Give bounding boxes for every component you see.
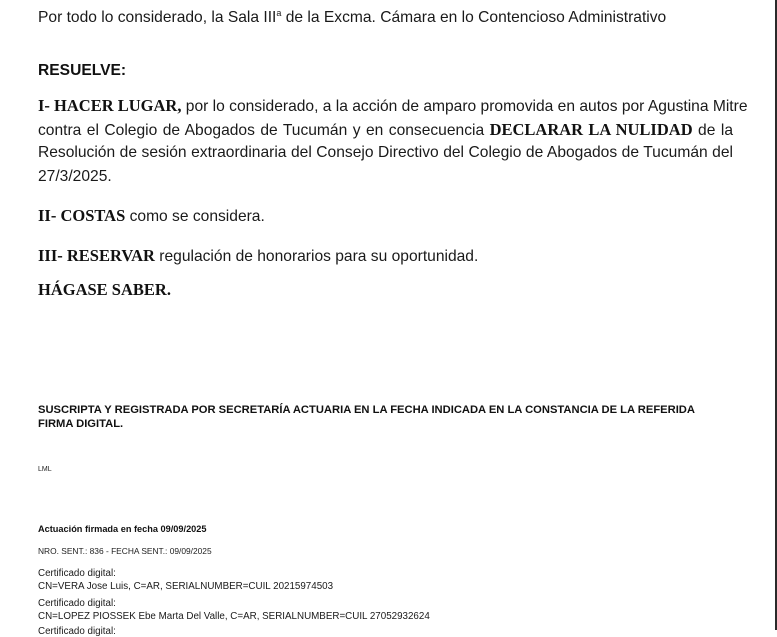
certificate-label: Certificado digital:	[38, 598, 116, 609]
point-3-text: regulación de honorarios para su oportunidad.	[154, 248, 479, 265]
ordinal-superscript: a	[276, 8, 282, 18]
point-1-text-2a: contra el Colegio de Abogados de Tucumán y en consecuencia	[38, 122, 490, 139]
point-1-line-2	[38, 120, 733, 140]
intro-text: Por todo lo considerado, la Sala III	[38, 9, 277, 26]
signed-on-date: Actuación firmada en fecha 09/09/2025	[38, 524, 207, 534]
point-1-lead: I- HACER LUGAR,	[38, 96, 182, 115]
intro-text-rest: de la Excma. Cámara en lo Contencioso Administrativo	[281, 9, 667, 26]
point-1-text: por lo considerado, a la acción de amparo promovida en autos por Agustina Mitre	[181, 98, 748, 115]
initials: LML	[38, 466, 52, 473]
certificate-label: Certificado digital:	[38, 626, 116, 637]
point-2-lead: II- COSTAS	[38, 206, 126, 225]
point-1-line-1	[38, 96, 748, 116]
point-3-lead: III- RESERVAR	[38, 246, 155, 265]
point-1-line-4: 27/3/2025.	[38, 168, 112, 185]
point-2	[38, 206, 265, 226]
intro-paragraph	[38, 8, 666, 27]
point-2-text: como se considera.	[125, 208, 265, 225]
certificate-label: Certificado digital:	[38, 568, 116, 579]
registration-line-2: FIRMA DIGITAL.	[38, 418, 124, 430]
closing-statement: HÁGASE SABER.	[38, 280, 171, 299]
point-1-nullity: DECLARAR LA NULIDAD	[489, 120, 693, 139]
point-1-line-3: Resolución de sesión extraordinaria del Consejo Directivo del Colegio de Abogados de Tucumán del	[38, 144, 733, 161]
sentence-number: NRO. SENT.: 836 - FECHA SENT.: 09/09/2025	[38, 546, 212, 556]
point-3	[38, 246, 478, 266]
point-1-text-2b: de la	[692, 122, 733, 139]
resolve-heading: RESUELVE:	[38, 62, 127, 79]
certificate-value: CN=LOPEZ PIOSSEK Ebe Marta Del Valle, C=AR, SERIALNUMBER=CUIL 27052932624	[38, 611, 430, 622]
certificate-value: CN=VERA Jose Luis, C=AR, SERIALNUMBER=CUIL 20215974503	[38, 581, 334, 592]
registration-line-1: SUSCRIPTA Y REGISTRADA POR SECRETARÍA ACTUARIA EN LA FECHA INDICADA EN LA CONSTANCIA DE LA REFERIDA	[38, 404, 695, 416]
